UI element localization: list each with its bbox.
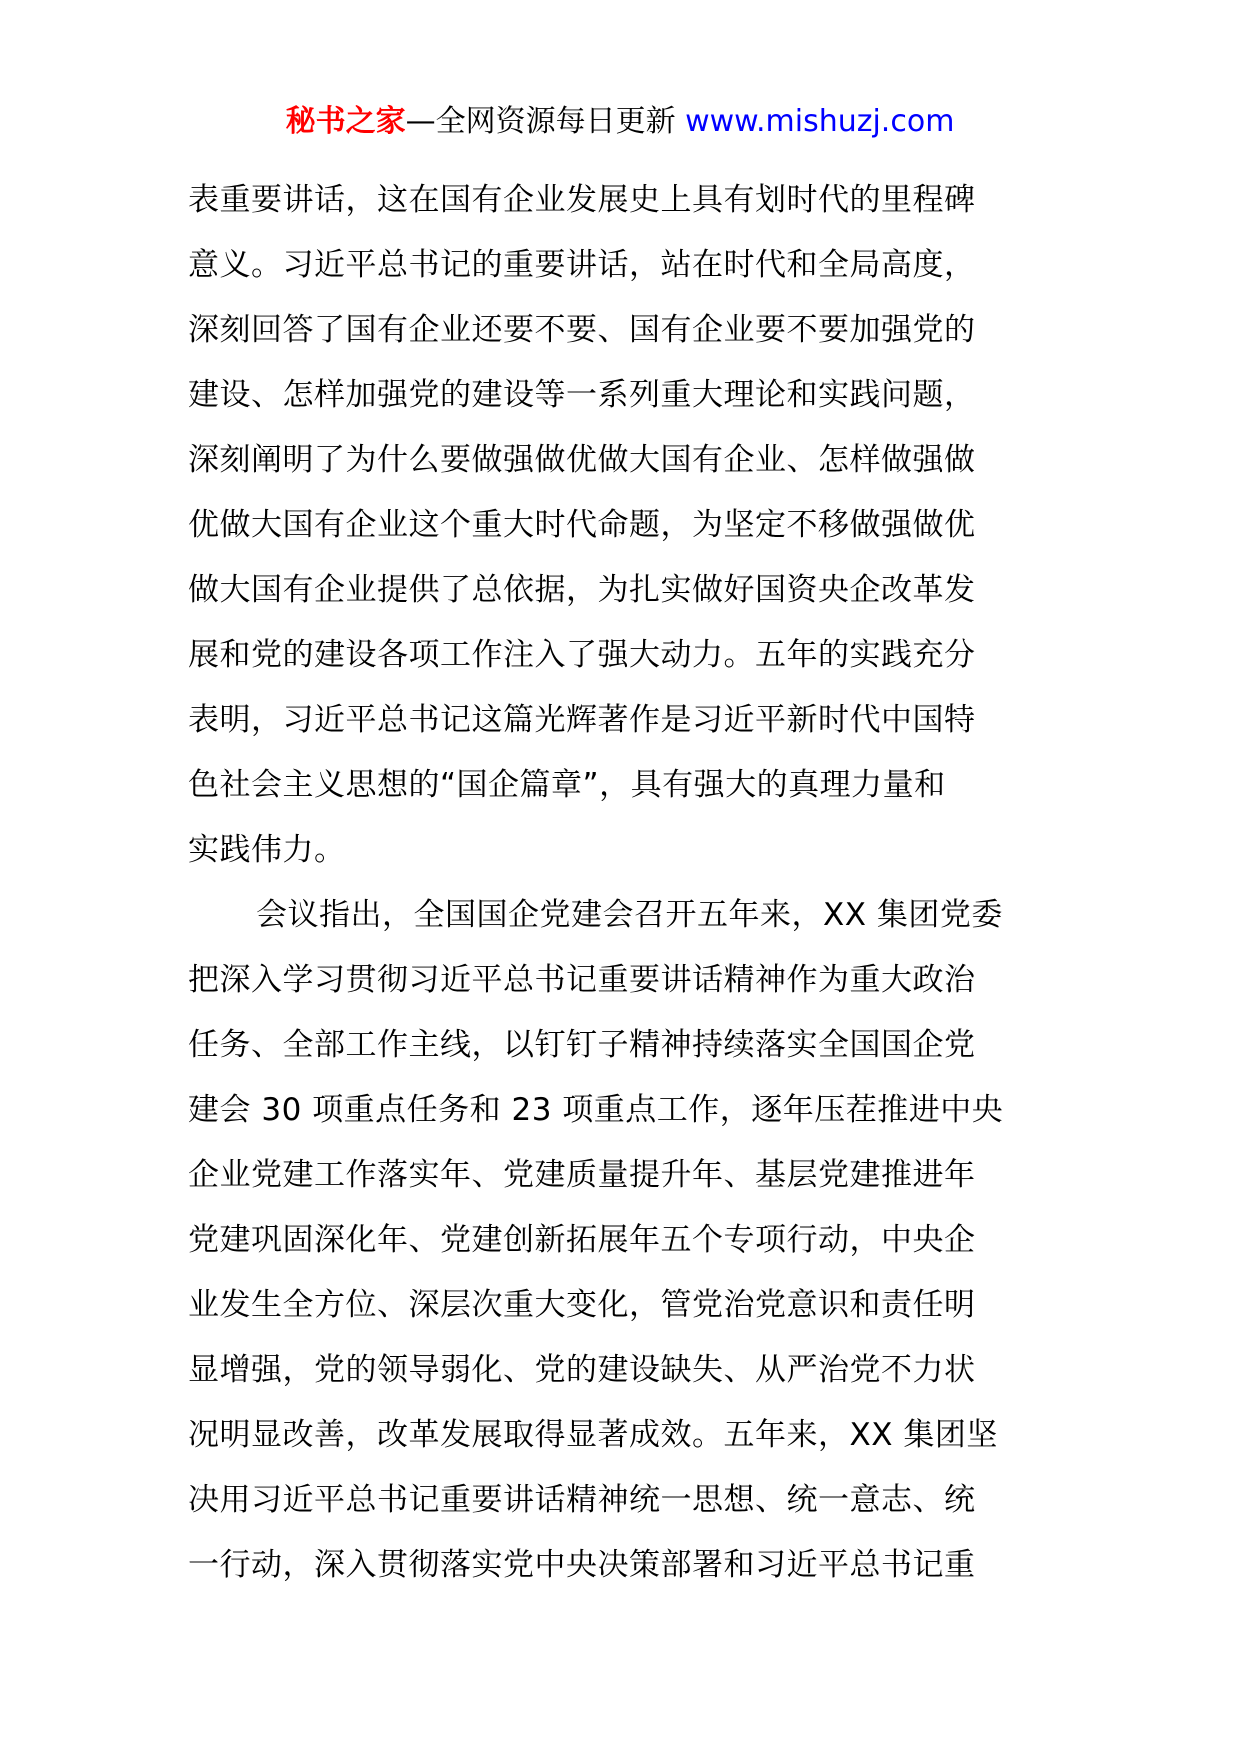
text-line: 一行动，深入贯彻落实党中央决策部署和习近平总书记重: [188, 1547, 976, 1583]
site-brand: 秘书之家: [285, 104, 406, 139]
text-line: 表明，习近平总书记这篇光辉著作是习近平新时代中国特: [188, 702, 976, 738]
text-line: 党建巩固深化年、党建创新拓展年五个专项行动，中央企: [188, 1222, 976, 1258]
paragraph-2: [188, 883, 1058, 1598]
text-line: 况明显改善，改革发展取得显著成效。五年来，XX 集团坚: [188, 1417, 998, 1453]
text-line: 展和党的建设各项工作注入了强大动力。五年的实践充分: [188, 637, 976, 673]
text-line: 深刻回答了国有企业还要不要、国有企业要不要加强党的: [188, 312, 976, 348]
text-line: 实践伟力。: [188, 832, 346, 868]
text-line: 建会 30 项重点任务和 23 项重点工作，逐年压茬推进中央: [188, 1092, 1004, 1128]
text-line: 建设、怎样加强党的建设等一系列重大理论和实践问题，: [188, 377, 976, 413]
paragraph-1: [188, 168, 1058, 883]
site-url-link[interactable]: www.mishuzj.com: [675, 104, 955, 139]
text-line: 优做大国有企业这个重大时代命题，为坚定不移做强做优: [188, 507, 976, 543]
document-body: [188, 168, 1058, 1598]
text-line: 显增强，党的领导弱化、党的建设缺失、从严治党不力状: [188, 1352, 976, 1388]
text-line: 把深入学习贯彻习近平总书记重要讲话精神作为重大政治: [188, 962, 976, 998]
text-line: 业发生全方位、深层次重大变化，管党治党意识和责任明: [188, 1287, 976, 1323]
text-line: 会议指出，全国国企党建会召开五年来，XX 集团党委: [256, 897, 1003, 933]
text-line: 深刻阐明了为什么要做强做优做大国有企业、怎样做强做: [188, 442, 976, 478]
site-header: [0, 100, 1240, 144]
text-line: 表重要讲话，这在国有企业发展史上具有划时代的里程碑: [188, 182, 976, 218]
site-tagline: —全网资源每日更新: [405, 104, 676, 139]
text-line: 做大国有企业提供了总依据，为扎实做好国资央企改革发: [188, 572, 976, 608]
text-line: 意义。习近平总书记的重要讲话，站在时代和全局高度，: [188, 247, 976, 283]
text-line: 色社会主义思想的“国企篇章”，具有强大的真理力量和: [188, 767, 946, 803]
text-line: 任务、全部工作主线，以钉钉子精神持续落实全国国企党: [188, 1027, 976, 1063]
text-line: 决用习近平总书记重要讲话精神统一思想、统一意志、统: [188, 1482, 976, 1518]
text-line: 企业党建工作落实年、党建质量提升年、基层党建推进年: [188, 1157, 976, 1193]
